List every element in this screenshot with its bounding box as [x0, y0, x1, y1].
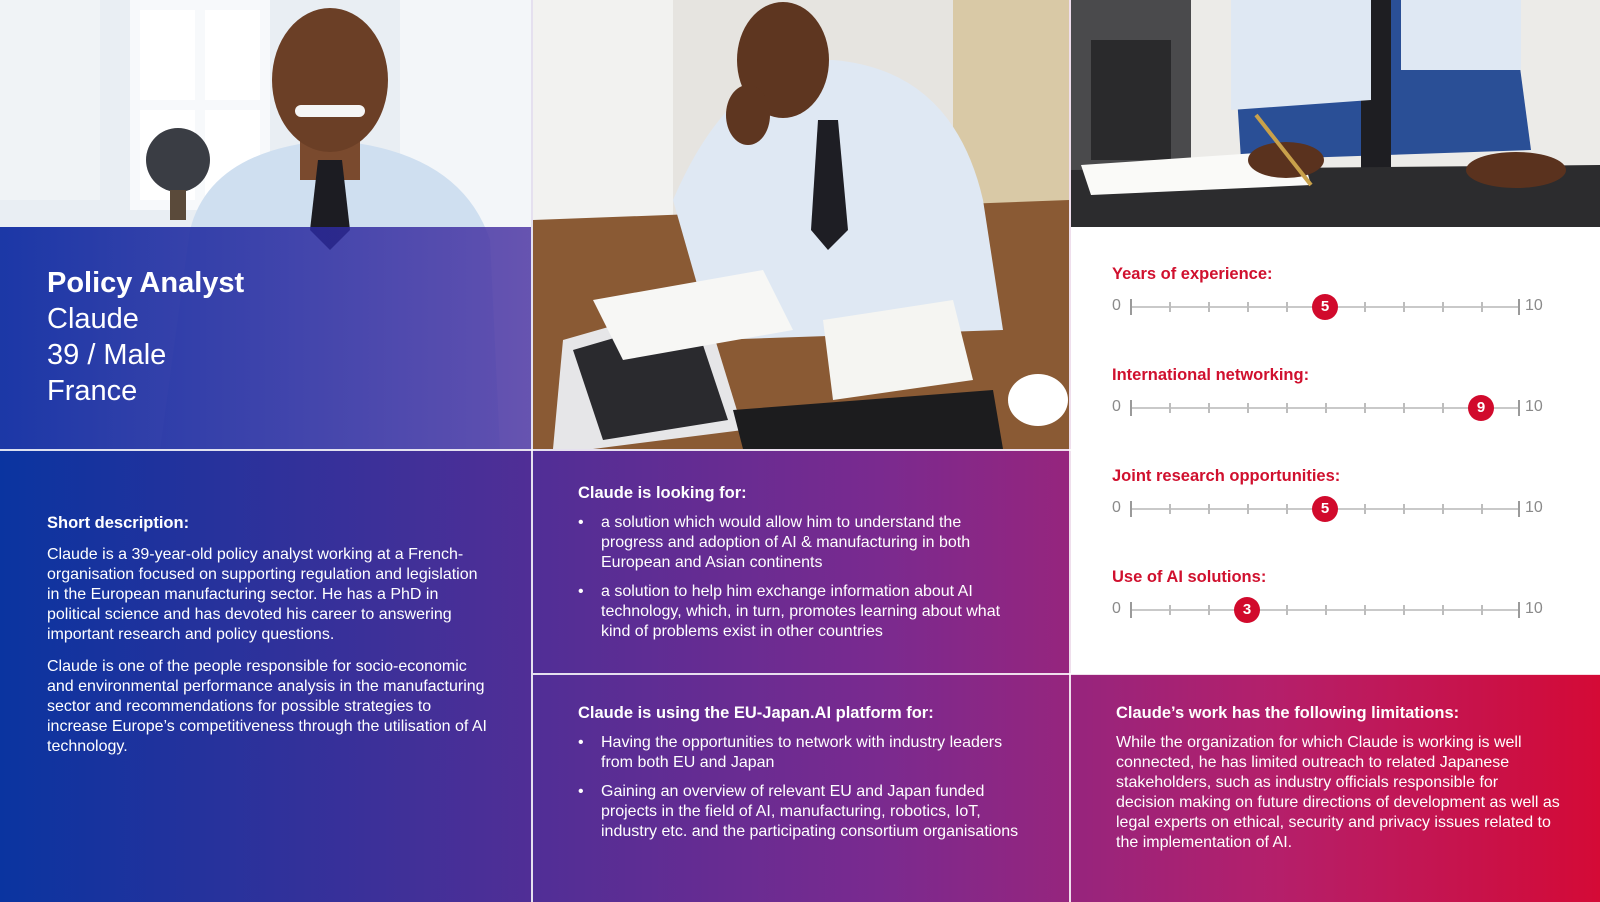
slider-tick: [1208, 302, 1210, 312]
divider: [1069, 0, 1071, 902]
slider-tick: [1442, 504, 1444, 514]
slider-tick: [1130, 602, 1132, 618]
slider-tick: [1208, 605, 1210, 615]
rating-knob: 5: [1312, 496, 1338, 522]
slider-tick: [1325, 403, 1327, 413]
rating-max: 10: [1525, 600, 1543, 617]
rating-slider: [1130, 501, 1520, 517]
short-description-paragraph: Claude is one of the people responsible for socio-economic and environmental performance analysis in the manufacturing sector and recommendations for possible strategies to increase Europe’s competitiveness through the utilisation of AI technology.: [47, 658, 487, 755]
slider-tick: [1518, 501, 1520, 517]
slider-tick: [1247, 504, 1249, 514]
slider-tick: [1286, 504, 1288, 514]
divider: [533, 673, 1600, 675]
slider-tick: [1364, 605, 1366, 615]
rating-min: 0: [1112, 499, 1121, 516]
rating-label: Joint research opportunities:: [1112, 467, 1341, 485]
slider-tick: [1442, 302, 1444, 312]
rating-knob: 5: [1312, 294, 1338, 320]
slider-tick: [1481, 504, 1483, 514]
slider-tick: [1130, 400, 1132, 416]
platform-use-title: Claude is using the EU-Japan.AI platform for:: [578, 704, 934, 722]
slider-tick: [1442, 403, 1444, 413]
rating-years-of-experience: [1112, 265, 1552, 325]
writing-photo: [1071, 0, 1600, 227]
slider-tick: [1403, 302, 1405, 312]
rating-max: 10: [1525, 398, 1543, 415]
slider-tick: [1286, 403, 1288, 413]
rating-min: 0: [1112, 297, 1121, 314]
short-description-title: Short description:: [47, 514, 190, 532]
limitations-title: Claude’s work has the following limitations:: [1116, 704, 1460, 722]
slider-tick: [1247, 403, 1249, 413]
looking-for-title: Claude is looking for:: [578, 484, 747, 502]
slider-tick: [1208, 504, 1210, 514]
slider-tick: [1208, 403, 1210, 413]
slider-tick: [1130, 299, 1132, 315]
slider-tick: [1169, 605, 1171, 615]
rating-joint-research: [1112, 467, 1552, 527]
platform-use-list: [578, 733, 1023, 842]
short-description-paragraph: Claude is a 39-year-old policy analyst working at a French-organisation focused on supporting regulation and legislation in the European manufacturing sector. He has a PhD in political science and has devoted his career to answering important research and policy questions.: [47, 546, 478, 643]
profile-name: Claude: [47, 303, 139, 335]
slider-tick: [1518, 299, 1520, 315]
rating-slider: [1130, 400, 1520, 416]
slider-tick: [1169, 302, 1171, 312]
rating-max: 10: [1525, 499, 1543, 516]
profile-age-gender: 39 / Male: [47, 339, 167, 371]
short-description: [47, 512, 487, 757]
list-item: • a solution which would allow him to understand the progress and adoption of AI & manufacturing in both European and Asian continents: [578, 513, 1023, 573]
slider-tick: [1442, 605, 1444, 615]
rating-slider: [1130, 602, 1520, 618]
slider-tick: [1403, 403, 1405, 413]
ratings-panel: [1071, 227, 1600, 674]
profile-role: Policy Analyst: [47, 267, 245, 299]
rating-slider: [1130, 299, 1520, 315]
profile-country: France: [47, 375, 138, 407]
rating-min: 0: [1112, 600, 1121, 617]
slider-tick: [1286, 302, 1288, 312]
rating-knob: 3: [1234, 597, 1260, 623]
slider-tick: [1247, 302, 1249, 312]
looking-for-section: [578, 482, 1023, 642]
slider-tick: [1169, 504, 1171, 514]
slider-tick: [1364, 504, 1366, 514]
slider-tick: [1130, 501, 1132, 517]
rating-max: 10: [1525, 297, 1543, 314]
divider: [531, 0, 533, 902]
platform-use-section: [578, 702, 1023, 842]
list-item: • a solution to help him exchange information about AI technology, which, in turn, promotes learning about what kind of problems exist in other countries: [578, 582, 1023, 642]
rating-label: Use of AI solutions:: [1112, 568, 1267, 586]
profile-summary: [47, 265, 244, 409]
slider-tick: [1518, 602, 1520, 618]
slider-tick: [1364, 403, 1366, 413]
divider: [0, 449, 1071, 451]
slider-tick: [1364, 302, 1366, 312]
list-item: • Gaining an overview of relevant EU and Japan funded projects in the field of AI, manufacturing, robotics, IoT, industry etc. and the participating consortium organisations: [578, 782, 1023, 842]
slider-tick: [1481, 302, 1483, 312]
rating-label: Years of experience:: [1112, 265, 1273, 283]
limitations-text: While the organization for which Claude is working is well connected, he has limited outreach to related Japanese stakeholders, such as industry officials responsible for decision making on future directions of development as well as legal experts on ethical, security and privacy issues related to the implementation of AI.: [1116, 734, 1560, 851]
looking-for-list: [578, 513, 1023, 642]
slider-tick: [1169, 403, 1171, 413]
slider-tick: [1481, 605, 1483, 615]
slider-tick: [1325, 605, 1327, 615]
slider-tick: [1286, 605, 1288, 615]
rating-label: International networking:: [1112, 366, 1310, 384]
desk-photo: [533, 0, 1069, 449]
list-item: • Having the opportunities to network with industry leaders from both EU and Japan: [578, 733, 1023, 773]
slider-tick: [1518, 400, 1520, 416]
rating-use-of-ai: [1112, 568, 1552, 628]
rating-international-networking: [1112, 366, 1552, 426]
limitations-section: [1116, 702, 1561, 853]
slider-tick: [1403, 605, 1405, 615]
slider-tick: [1403, 504, 1405, 514]
rating-knob: 9: [1468, 395, 1494, 421]
rating-min: 0: [1112, 398, 1121, 415]
